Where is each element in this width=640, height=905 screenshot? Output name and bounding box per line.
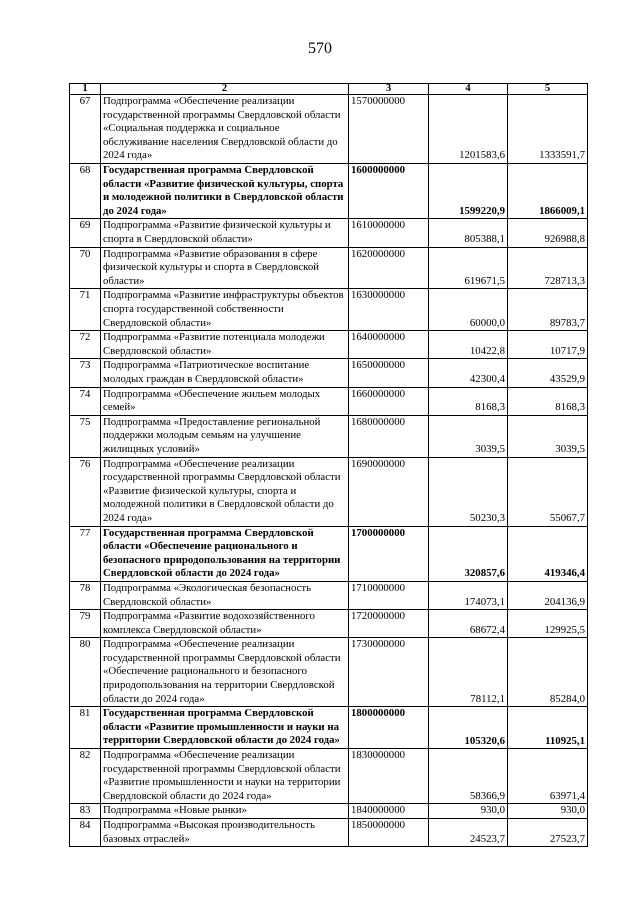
amount-column-5: 55067,7 (508, 457, 588, 526)
program-code: 1600000000 (349, 164, 429, 219)
program-name: Подпрограмма «Развитие потенциала молодежи Свердловской области» (101, 331, 349, 359)
row-number: 77 (70, 526, 101, 581)
program-code: 1830000000 (349, 749, 429, 804)
program-code: 1650000000 (349, 359, 429, 387)
amount-column-5: 10717,9 (508, 331, 588, 359)
amount-column-4: 24523,7 (429, 819, 508, 847)
amount-column-5: 930,0 (508, 804, 588, 819)
table-row (70, 164, 588, 219)
row-number: 84 (70, 819, 101, 847)
column-header-4: 4 (429, 84, 508, 95)
amount-column-5: 129925,5 (508, 610, 588, 638)
program-code: 1700000000 (349, 526, 429, 581)
table-row (70, 387, 588, 415)
program-name: Подпрограмма «Высокая производительность базовых отраслей» (101, 819, 349, 847)
column-header-1: 1 (70, 84, 101, 95)
table-row (70, 219, 588, 247)
program-name: Государственная программа Свердловской области «Развитие промышленности и науки на территории Свердловской области до 2024 года» (101, 707, 349, 749)
header-row (70, 84, 588, 95)
program-name: Подпрограмма «Обеспечение реализации государственной программы Свердловской области «Социальная поддержка и социальное обслуживание населения Свердловской области до 2024 года» (101, 95, 349, 164)
program-name: Подпрограмма «Развитие физической культуры и спорта в Свердловской области» (101, 219, 349, 247)
row-number: 83 (70, 804, 101, 819)
table-row (70, 359, 588, 387)
row-number: 78 (70, 581, 101, 609)
table-row (70, 415, 588, 457)
budget-table (69, 83, 588, 847)
amount-column-4: 1599220,9 (429, 164, 508, 219)
program-name: Подпрограмма «Предоставление региональной поддержки молодым семьям на улучшение жилищных условий» (101, 415, 349, 457)
amount-column-4: 320857,6 (429, 526, 508, 581)
amount-column-4: 174073,1 (429, 581, 508, 609)
amount-column-5: 419346,4 (508, 526, 588, 581)
amount-column-5: 1333591,7 (508, 95, 588, 164)
program-code: 1660000000 (349, 387, 429, 415)
table-row (70, 95, 588, 164)
row-number: 79 (70, 610, 101, 638)
program-name: Подпрограмма «Развитие водохозяйственного комплекса Свердловской области» (101, 610, 349, 638)
program-code: 1690000000 (349, 457, 429, 526)
row-number: 73 (70, 359, 101, 387)
amount-column-4: 42300,4 (429, 359, 508, 387)
program-code: 1620000000 (349, 247, 429, 289)
table-row (70, 581, 588, 609)
row-number: 76 (70, 457, 101, 526)
program-name: Подпрограмма «Патриотическое воспитание молодых граждан в Свердловской области» (101, 359, 349, 387)
program-code: 1800000000 (349, 707, 429, 749)
table-row (70, 457, 588, 526)
program-code: 1570000000 (349, 95, 429, 164)
table-row (70, 331, 588, 359)
program-name: Подпрограмма «Обеспечение жильем молодых семей» (101, 387, 349, 415)
table-body (70, 95, 588, 847)
row-number: 74 (70, 387, 101, 415)
table-row (70, 526, 588, 581)
program-code: 1640000000 (349, 331, 429, 359)
amount-column-5: 8168,3 (508, 387, 588, 415)
table-row (70, 638, 588, 707)
program-name: Подпрограмма «Обеспечение реализации государственной программы Свердловской области «Развитие промышленности и науки на территории Свердловской области до 2024 года» (101, 749, 349, 804)
program-name: Подпрограмма «Развитие образования в сфере физической культуры и спорта в Свердловской области» (101, 247, 349, 289)
amount-column-5: 110925,1 (508, 707, 588, 749)
amount-column-5: 204136,9 (508, 581, 588, 609)
row-number: 70 (70, 247, 101, 289)
program-name: Подпрограмма «Обеспечение реализации государственной программы Свердловской области «Обеспечение рационального и безопасного природопользования на территории Свердловской области до 2024 года» (101, 638, 349, 707)
amount-column-4: 3039,5 (429, 415, 508, 457)
amount-column-5: 926988,8 (508, 219, 588, 247)
row-number: 68 (70, 164, 101, 219)
amount-column-5: 89783,7 (508, 289, 588, 331)
row-number: 75 (70, 415, 101, 457)
amount-column-5: 3039,5 (508, 415, 588, 457)
row-number: 72 (70, 331, 101, 359)
column-header-3: 3 (349, 84, 429, 95)
amount-column-5: 43529,9 (508, 359, 588, 387)
program-code: 1720000000 (349, 610, 429, 638)
amount-column-5: 63971,4 (508, 749, 588, 804)
page-number: 570 (308, 40, 332, 57)
amount-column-4: 8168,3 (429, 387, 508, 415)
amount-column-5: 728713,3 (508, 247, 588, 289)
table-header (70, 84, 588, 95)
program-code: 1610000000 (349, 219, 429, 247)
table-row (70, 804, 588, 819)
amount-column-5: 1866009,1 (508, 164, 588, 219)
row-number: 69 (70, 219, 101, 247)
table-row (70, 247, 588, 289)
program-code: 1710000000 (349, 581, 429, 609)
row-number: 80 (70, 638, 101, 707)
column-header-2: 2 (101, 84, 349, 95)
column-header-5: 5 (508, 84, 588, 95)
row-number: 67 (70, 95, 101, 164)
amount-column-4: 60000,0 (429, 289, 508, 331)
program-code: 1850000000 (349, 819, 429, 847)
table-row (70, 289, 588, 331)
amount-column-5: 85284,0 (508, 638, 588, 707)
program-name: Подпрограмма «Новые рынки» (101, 804, 349, 819)
program-code: 1840000000 (349, 804, 429, 819)
amount-column-4: 78112,1 (429, 638, 508, 707)
program-code: 1680000000 (349, 415, 429, 457)
program-name: Подпрограмма «Обеспечение реализации государственной программы Свердловской области «Развитие физической культуры, спорта и молодежной политики в Свердловской области до 2024 года» (101, 457, 349, 526)
program-name: Подпрограмма «Экологическая безопасность Свердловской области» (101, 581, 349, 609)
table-row (70, 610, 588, 638)
amount-column-4: 68672,4 (429, 610, 508, 638)
amount-column-4: 1201583,6 (429, 95, 508, 164)
amount-column-4: 58366,9 (429, 749, 508, 804)
amount-column-4: 930,0 (429, 804, 508, 819)
program-name: Государственная программа Свердловской области «Развитие физической культуры, спорта и молодежной политики в Свердловской области до 2024 года» (101, 164, 349, 219)
amount-column-5: 27523,7 (508, 819, 588, 847)
program-name: Государственная программа Свердловской области «Обеспечение рационального и безопасного природопользования на территории Свердловской области до 2024 года» (101, 526, 349, 581)
program-name: Подпрограмма «Развитие инфраструктуры объектов спорта государственной собственности Свердловской области» (101, 289, 349, 331)
table-row (70, 819, 588, 847)
table-row (70, 749, 588, 804)
row-number: 71 (70, 289, 101, 331)
amount-column-4: 10422,8 (429, 331, 508, 359)
amount-column-4: 619671,5 (429, 247, 508, 289)
table-row (70, 707, 588, 749)
amount-column-4: 805388,1 (429, 219, 508, 247)
amount-column-4: 105320,6 (429, 707, 508, 749)
program-code: 1730000000 (349, 638, 429, 707)
row-number: 82 (70, 749, 101, 804)
row-number: 81 (70, 707, 101, 749)
program-code: 1630000000 (349, 289, 429, 331)
amount-column-4: 50230,3 (429, 457, 508, 526)
